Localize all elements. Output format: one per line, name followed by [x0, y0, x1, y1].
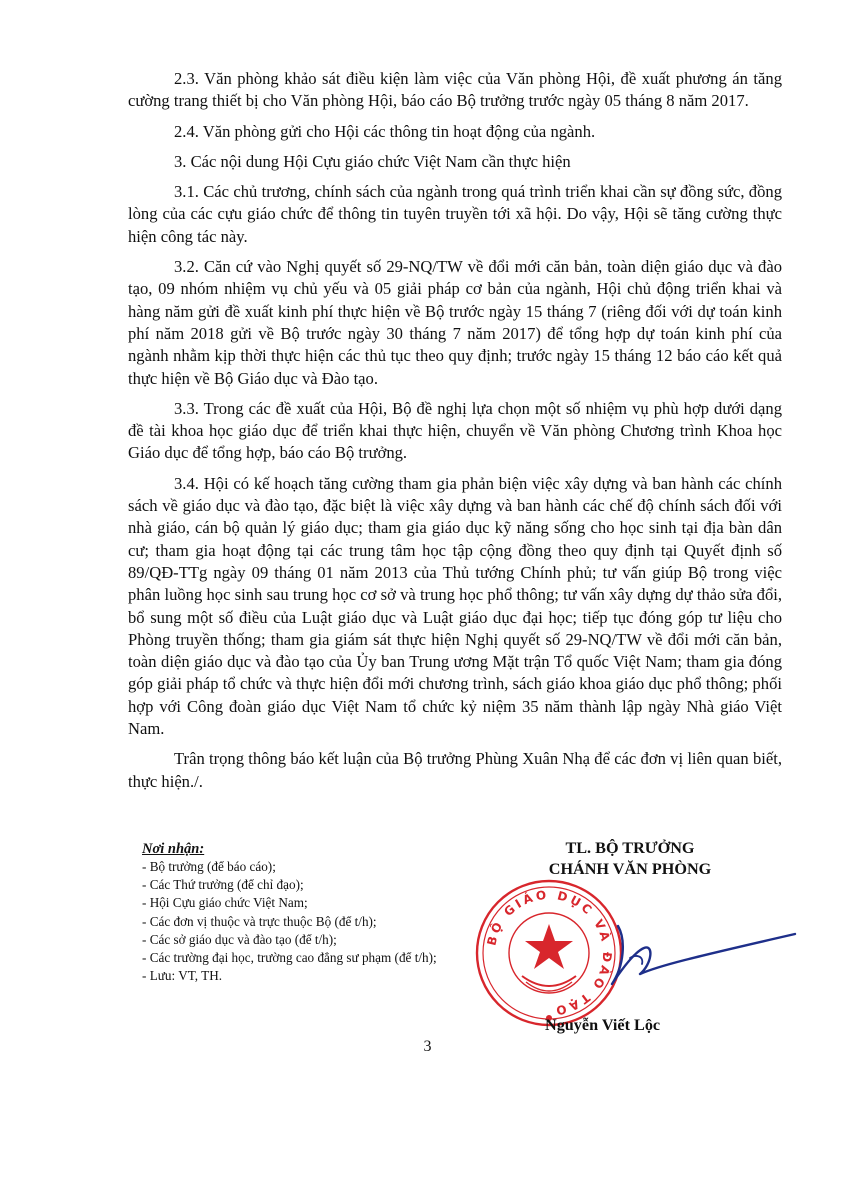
- recipients-block: [142, 840, 502, 985]
- paragraph-2-3: 2.3. Văn phòng khảo sát điều kiện làm việc của Văn phòng Hội, đề xuất phương án tăng cường trang thiết bị cho Văn phòng Hội, báo cáo Bộ trưởng trước ngày 05 tháng 8 năm 2017.: [128, 69, 782, 111]
- signer-title: CHÁNH VĂN PHÒNG: [548, 860, 712, 878]
- section-heading-3: 3. Các nội dung Hội Cựu giáo chức Việt Nam cần thực hiện: [174, 151, 571, 171]
- closing-paragraph: Trân trọng thông báo kết luận của Bộ trưởng Phùng Xuân Nhạ để các đơn vị liên quan biết, thực hiện./.: [128, 749, 782, 791]
- recipient-item: - Các đơn vị thuộc và trực thuộc Bộ (để t/h);: [142, 913, 377, 929]
- svg-text:BỘ GIÁO DỤC VÀ ĐÀO TẠO: BỘ GIÁO DỤC VÀ ĐÀO TẠO: [484, 887, 615, 1019]
- recipient-item: - Các Thứ trưởng (để chỉ đạo);: [142, 877, 304, 893]
- signer-authority: TL. BỘ TRƯỞNG: [565, 839, 695, 857]
- handwritten-signature-icon: [600, 918, 800, 998]
- recipients-list: [142, 858, 502, 985]
- paragraph-3-3: 3.3. Trong các đề xuất của Hội, Bộ đề nghị lựa chọn một số nhiệm vụ phù hợp dưới dạng đề tài khoa học giáo dục để triển khai thực hiện, chuyển về Văn phòng Chương trình Khoa học Giáo dục để tổng hợp, báo cáo Bộ trưởng.: [128, 398, 782, 463]
- recipient-item: - Các sở giáo dục và đào tạo (để t/h);: [142, 931, 337, 947]
- signature-block: [510, 838, 750, 880]
- recipients-title: Nơi nhận:: [142, 841, 205, 857]
- recipient-item: - Hội Cựu giáo chức Việt Nam;: [142, 895, 308, 911]
- paragraph-3-1: 3.1. Các chủ trương, chính sách của ngành trong quá trình triển khai cần sự đồng sức, đồng lòng của các cựu giáo chức để thông tin tuyên truyền tới xã hội. Do vậy, Hội sẽ tăng cường thực hiện công tác này.: [128, 182, 782, 246]
- paragraph-3-4: 3.4. Hội có kế hoạch tăng cường tham gia phản biện việc xây dựng và ban hành các chính sách về giáo dục và đào tạo, đặc biệt là việc xây dựng và ban hành các chế độ chính sách đối với nhà giáo, cán bộ quản lý giáo dục; tham gia giáo dục kỹ năng sống cho học sinh tại địa bàn dân cư; tham gia hoạt động tại các trung tâm học tập cộng đồng theo quy định tại Quyết định số 89/QĐ-TTg ngày 09 tháng 01 năm 2013 của Thủ tướng Chính phủ; tư vấn giúp Bộ trong việc phân luồng học sinh sau trung học cơ sở và trung học phổ thông; tư vấn xây dựng dự thảo sửa đổi, bổ sung một số điều của Luật giáo dục và Luật giáo dục đại học; tiếp tục đóng góp tư liệu cho Phòng truyền thống; tham gia giám sát thực hiện Nghị quyết số 29-NQ/TW về đổi mới căn bản, toàn diện giáo dục và đào tạo của Ủy ban Trung ương Mặt trận Tổ quốc Việt Nam; tham gia đóng góp giải pháp tổ chức và thực hiện đổi mới chương trình, sách giáo khoa giáo dục phổ thông; phối hợp với Công đoàn giáo dục Việt Nam tổ chức kỷ niệm 35 năm thành lập ngày Nhà giáo Việt Nam.: [128, 473, 782, 739]
- recipient-item: - Bộ trưởng (để báo cáo);: [142, 859, 276, 874]
- document-body: [128, 68, 782, 801]
- paragraph-3-2: 3.2. Căn cứ vào Nghị quyết số 29-NQ/TW về đổi mới căn bản, toàn diện giáo dục và đào tạo, 09 nhóm nhiệm vụ chủ yếu và 05 giải pháp cơ bản của ngành, Hội chủ động triển khai và hàng năm gửi đề xuất kinh phí thực hiện về Bộ trước ngày 15 tháng 7 (riêng đối với dự toán kinh phí năm 2018 gửi về Bộ trước ngày 30 tháng 7 năm 2017) để tổng hợp dự toán kinh phí của ngành nhằm kịp thời thực hiện các thủ tục theo quy định; trước ngày 15 tháng 12 báo cáo kết quả thực hiện về Bộ Giáo dục và Đào tạo.: [128, 257, 782, 388]
- signer-name: Nguyễn Viết Lộc: [545, 1016, 661, 1034]
- paragraph-2-4: 2.4. Văn phòng gửi cho Hội các thông tin hoạt động của ngành.: [174, 121, 596, 141]
- recipient-item: - Lưu: VT, TH.: [142, 968, 223, 984]
- page-number: 3: [423, 1038, 432, 1055]
- recipient-item: - Các trường đại học, trường cao đẳng sư phạm (để t/h);: [142, 950, 437, 966]
